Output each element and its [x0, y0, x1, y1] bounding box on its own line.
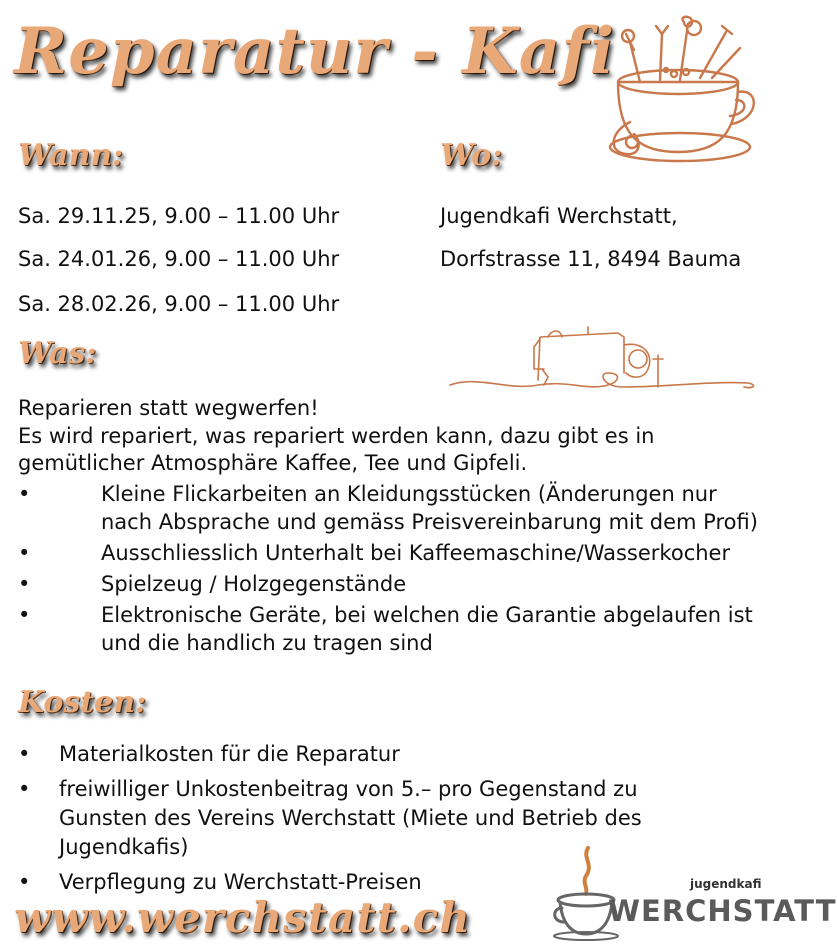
intro-slogan: Reparieren statt wegwerfen!: [18, 396, 319, 420]
sewing-machine-illustration: [448, 325, 758, 393]
list-item: • Spielzeug / Holzgegenstände: [18, 572, 407, 596]
coffee-cup-tools-illustration: [600, 12, 760, 172]
logo-wordmark: WERCHSTATT: [608, 894, 837, 928]
repair-items-list: [18, 480, 758, 660]
list-item: • Materialkosten für die Reparatur: [18, 740, 718, 769]
location-name: Jugendkafi Werchstatt,: [440, 204, 678, 228]
what-heading: Was:: [18, 336, 97, 371]
intro-text: Es wird repariert, was repariert werden kann, dazu gibt es in gemütlicher Atmosphäre Kaffee, Tee und Gipfeli.: [18, 424, 655, 475]
list-item: • freiwilliger Unkostenbeitrag von 5.– pro Gegenstand zu Gunsten des Vereins Werchstatt (Miete und Betrieb des Jugendkafis): [18, 777, 642, 859]
costs-heading: Kosten:: [18, 685, 147, 720]
bullet-icon: •: [18, 870, 31, 894]
date-line: Sa. 24.01.26, 9.00 – 11.00 Uhr: [18, 247, 340, 271]
date-line: Sa. 29.11.25, 9.00 – 11.00 Uhr: [18, 204, 340, 228]
bullet-icon: •: [18, 777, 31, 801]
website-link[interactable]: www.werchstatt.ch: [14, 893, 471, 942]
bullet-icon: •: [18, 742, 31, 766]
bullet-icon: •: [18, 603, 31, 627]
bullet-icon: •: [18, 482, 31, 506]
list-item: • Elektronische Geräte, bei welchen die Garantie abgelaufen ist und die handlich zu tragen sind: [18, 603, 753, 655]
list-item: • Ausschliesslich Unterhalt bei Kaffeemaschine/Wasserkocher: [18, 541, 731, 565]
page-title: Reparatur - Kafi: [14, 14, 616, 89]
list-item: • Verpflegung zu Werchstatt-Preisen: [18, 868, 718, 897]
location-address: Dorfstrasse 11, 8494 Bauma: [440, 247, 742, 271]
bullet-icon: •: [18, 541, 31, 565]
date-line: Sa. 28.02.26, 9.00 – 11.00 Uhr: [18, 292, 340, 316]
when-heading: Wann:: [18, 138, 124, 173]
where-heading: Wo:: [440, 138, 503, 173]
bullet-icon: •: [18, 572, 31, 596]
list-item: • Kleine Flickarbeiten an Kleidungsstücken (Änderungen nur nach Absprache und gemäss Preisvereinbarung mit dem Profi): [18, 482, 758, 534]
logo-subtitle: jugendkafi: [690, 877, 762, 891]
